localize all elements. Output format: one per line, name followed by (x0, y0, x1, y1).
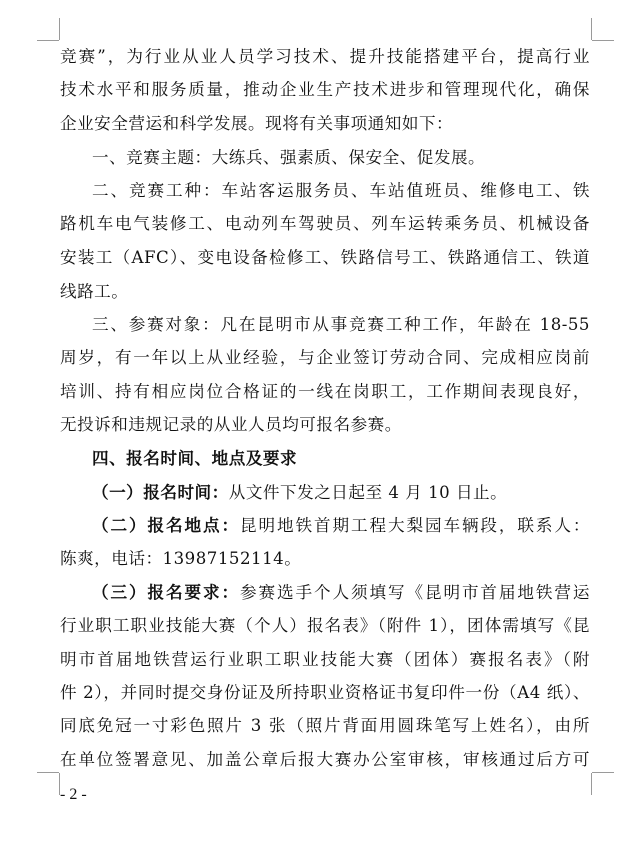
body-line: 陈爽，电话：13987152114。 (60, 549, 302, 568)
body-line: 件 2），并同时提交身份证及所持职业资格证书复印件一份（A4 纸）、 (60, 683, 590, 702)
registration-requirements (60, 585, 590, 602)
crop-mark-top-right-v (591, 18, 592, 40)
registration-time (60, 485, 590, 502)
body-line: 明市首届地铁营运行业职工职业技能大赛（团体）赛报名表》（附 (60, 650, 590, 669)
body-line: 行业职工职业技能大赛（个人）报名表》（附件 1），团体需填写《昆 (60, 616, 590, 635)
body-line: 企业安全营运和科学发展。现将有关事项通知如下： (60, 114, 454, 133)
crop-mark-top-left-v (59, 18, 60, 40)
crop-mark-top-right-h (592, 40, 614, 41)
section-theme: 一、竞赛主题：大练兵、强素质、保安全、促发展。 (92, 148, 486, 167)
crop-mark-bottom-right-v (591, 773, 592, 795)
body-line: 在单位签署意见、加盖公章后报大赛办公室审核，审核通过后方可 (60, 750, 590, 769)
body-line: 无投诉和违规记录的从业人员均可报名参赛。 (60, 415, 402, 434)
page-number: - 2 - (60, 786, 87, 803)
body-line: 培训、持有相应岗位合格证的一线在岗职工，工作期间表现良好， (60, 382, 590, 401)
section-participants: 三、参赛对象：凡在昆明市从事竞赛工种工作，年龄在 18-55 (92, 315, 590, 334)
registration-requirements-text: 参赛选手个人须填写《昆明市首届地铁营运 (239, 583, 591, 602)
registration-time-label: （一）报名时间： (92, 483, 229, 502)
registration-requirements-label: （三）报名要求： (92, 583, 240, 602)
crop-mark-bottom-left-h (37, 772, 59, 773)
body-line: 竞赛”，为行业从业人员学习技术、提升技能搭建平台，提高行业 (60, 47, 590, 66)
body-line: 线路工。 (60, 282, 129, 301)
crop-mark-top-left-h (37, 40, 59, 41)
body-line: 路机车电气装修工、电动列车驾驶员、列车运转乘务员、机械设备 (60, 214, 590, 233)
crop-mark-bottom-right-h (592, 772, 614, 773)
body-line: 技术水平和服务质量，推动企业生产技术进步和管理现代化，确保 (60, 80, 590, 99)
section-heading-registration: 四、报名时间、地点及要求 (92, 449, 298, 468)
registration-time-text: 从文件下发之日起至 4 月 10 日止。 (228, 483, 508, 502)
body-line: 安装工（AFC）、变电设备检修工、铁路信号工、铁路通信工、铁道 (60, 248, 590, 267)
body-line: 同底免冠一寸彩色照片 3 张（照片背面用圆珠笔写上姓名），由所 (60, 716, 590, 735)
registration-place (60, 518, 590, 535)
registration-place-label: （二）报名地点： (92, 516, 240, 535)
body-line: 周岁，有一年以上从业经验，与企业签订劳动合同、完成相应岗前 (60, 348, 590, 367)
section-jobs: 二、竞赛工种：车站客运服务员、车站值班员、维修电工、铁 (92, 181, 590, 200)
registration-place-text: 昆明地铁首期工程大梨园车辆段，联系人： (239, 516, 591, 535)
